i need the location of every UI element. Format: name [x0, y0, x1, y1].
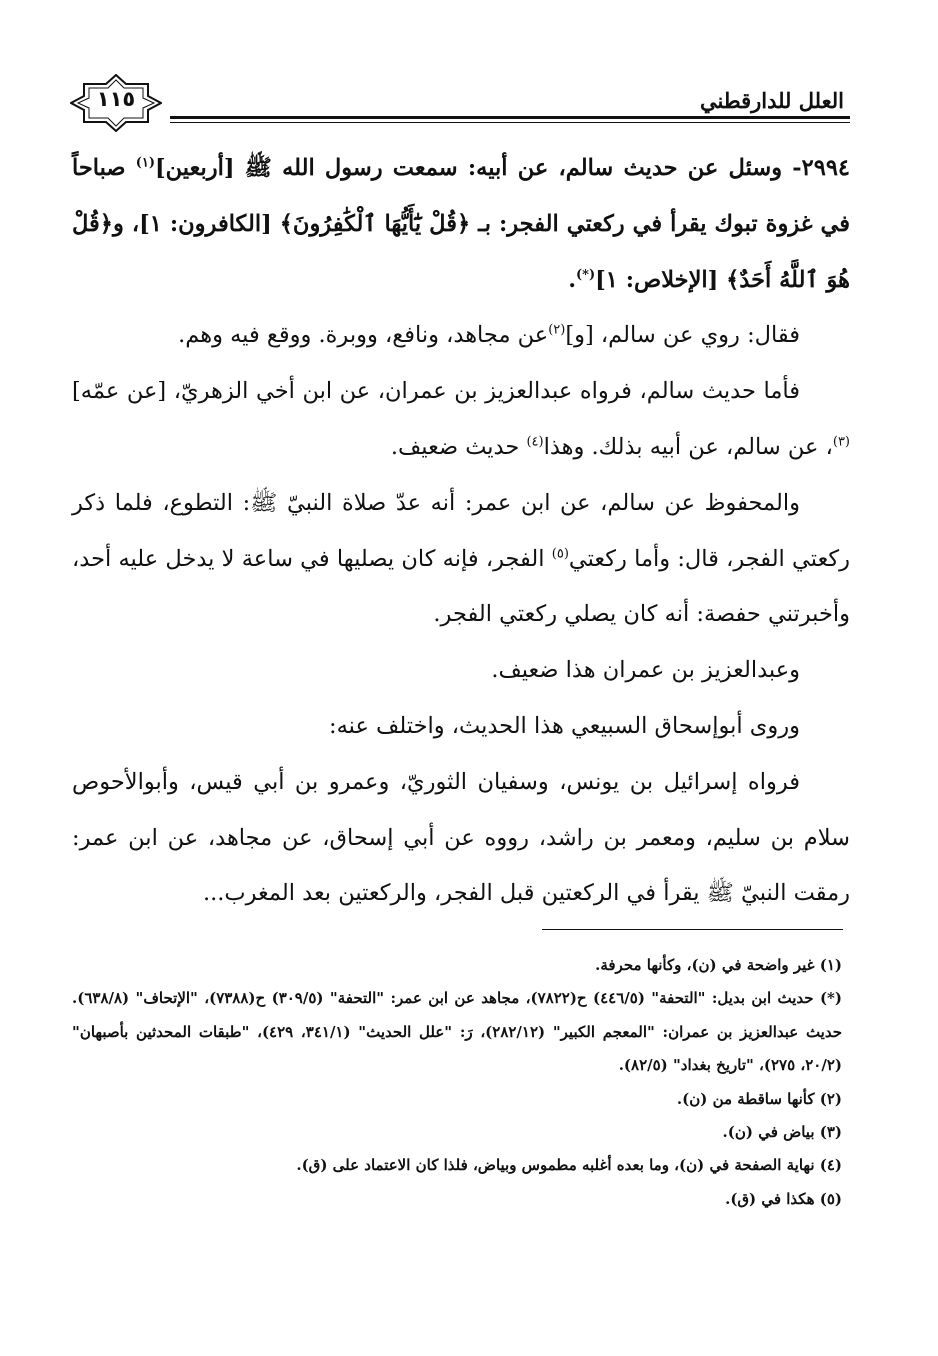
paragraph-text: فقال: روي عن سالم، [و] — [565, 322, 800, 349]
paragraph-5: وروى أبوإسحاق السبيعي هذا الحديث، واختلف عنه: — [329, 712, 800, 739]
footnote-2: (٢) كأنها ساقطة من (ن). — [676, 1089, 842, 1108]
paragraph-text: حديث ضعيف. — [390, 433, 527, 460]
page-header — [70, 86, 850, 136]
paragraph-text: عن مجاهد، ونافع، ووبرة. ووقع فيه وهم. — [178, 322, 549, 349]
header-rule — [170, 116, 850, 119]
paragraph-text: فأما حديث سالم، فرواه عبدالعزيز بن عمران، عن ابن أخي الزهريّ، [عن عمّه] — [72, 378, 800, 405]
footnote-marker: (*) — [576, 267, 596, 283]
verse-references: [الكافرون: ١]، و﴿قُلْ هُوَ ٱللَّهُ أَحَدٌ﴾ [الإخلاص: ١] — [72, 210, 850, 293]
paragraph-text: والمحفوظ عن سالم، عن ابن عمر: أنه عدّ صلاة النبيّ ﷺ: التطوع، فلما ذكر ركعتي الفجر، قال: وأما ركعتي — [72, 489, 851, 572]
paragraph-text: الفجر، فإنه كان يصليها في ساعة لا يدخل عليه أحد، وأخبرتني حفصة: أنه كان يصلي ركعتي الفجر. — [72, 545, 850, 628]
footnote-marker: (١) — [135, 155, 156, 171]
page-number-badge — [70, 74, 162, 132]
paragraph-1 — [72, 308, 850, 364]
footnote-star: (*) حديث ابن بديل: "التحفة" (٤٤٦/٥) ح(٧٨٢٢)، مجاهد عن ابن عمر: "التحفة" (٣٠٩/٥) ح(٧٣٨٨)، "الإتحاف" (٦٣٨/٨). حديث عبدالعزيز بن عمران: "المعجم الكبير" (٢٨٢/١٢)، رَ: "علل الحديث" (٣٤١/١، ٤٢٩)، "طبقات المحدثين بأصبهان" (٢٠/٢، ٢٧٥)، "تاريخ بغداد" (٨٢/٥). — [72, 989, 842, 1075]
entry-question: - وسئل عن حديث سالم، عن أبيه: سمعت رسول الله ﷺ [أربعين] — [155, 155, 802, 181]
punctuation: . — [568, 266, 577, 293]
footnote-1: (١) غير واضحة في (ن)، وكأنها محرفة. — [595, 956, 842, 974]
footnote-5: (٥) هكذا في (ق). — [725, 1189, 842, 1208]
paragraph-2 — [72, 364, 850, 476]
paragraph-3 — [72, 476, 850, 643]
footnote-marker: (٢) — [548, 322, 566, 338]
entry-question-continued: صباحاً في غزوة تبوك يقرأ في ركعتي الفجر: بـ ﴿قُلْ يَٰٓأَيُّهَا ٱلْكَٰفِرُونَ﴾ — [72, 155, 850, 237]
footnote-3: (٣) بياض في (ن). — [722, 1123, 842, 1142]
entry-number: ٢٩٩٤ — [801, 155, 850, 181]
footnote-marker: (٤) — [526, 434, 544, 450]
footnote-marker: (٥) — [551, 546, 569, 562]
header-rule-thin — [170, 122, 850, 123]
paragraph-6: فرواه إسرائيل بن يونس، وسفيان الثوريّ، وعمرو بن أبي قيس، وأبوالأحوص سلام بن سليم، ومعمر بن راشد، رووه عن أبي إسحاق، عن مجاهد، عن ابن عمر: رمقت النبيّ ﷺ يقرأ في الركعتين قبل الفجر، والركعتين بعد المغرب... — [72, 768, 850, 907]
main-text — [72, 141, 850, 922]
footnote-4: (٤) نهاية الصفحة في (ن)، وما بعده أغلبه مطموس وبياض، فلذا كان الاعتماد على (ق). — [296, 1156, 842, 1175]
footnote-divider — [542, 929, 843, 930]
entry-heading — [72, 141, 850, 308]
book-title: العلل للدارقطني — [700, 88, 844, 113]
paragraph-4: وعبدالعزيز بن عمران هذا ضعيف. — [491, 657, 800, 684]
page-number: ١١٥ — [96, 87, 136, 111]
footnotes — [72, 949, 842, 1216]
footnote-marker: (٣) — [832, 434, 850, 450]
paragraph-text: ، عن سالم، عن أبيه بذلك. وهذا — [543, 433, 833, 460]
